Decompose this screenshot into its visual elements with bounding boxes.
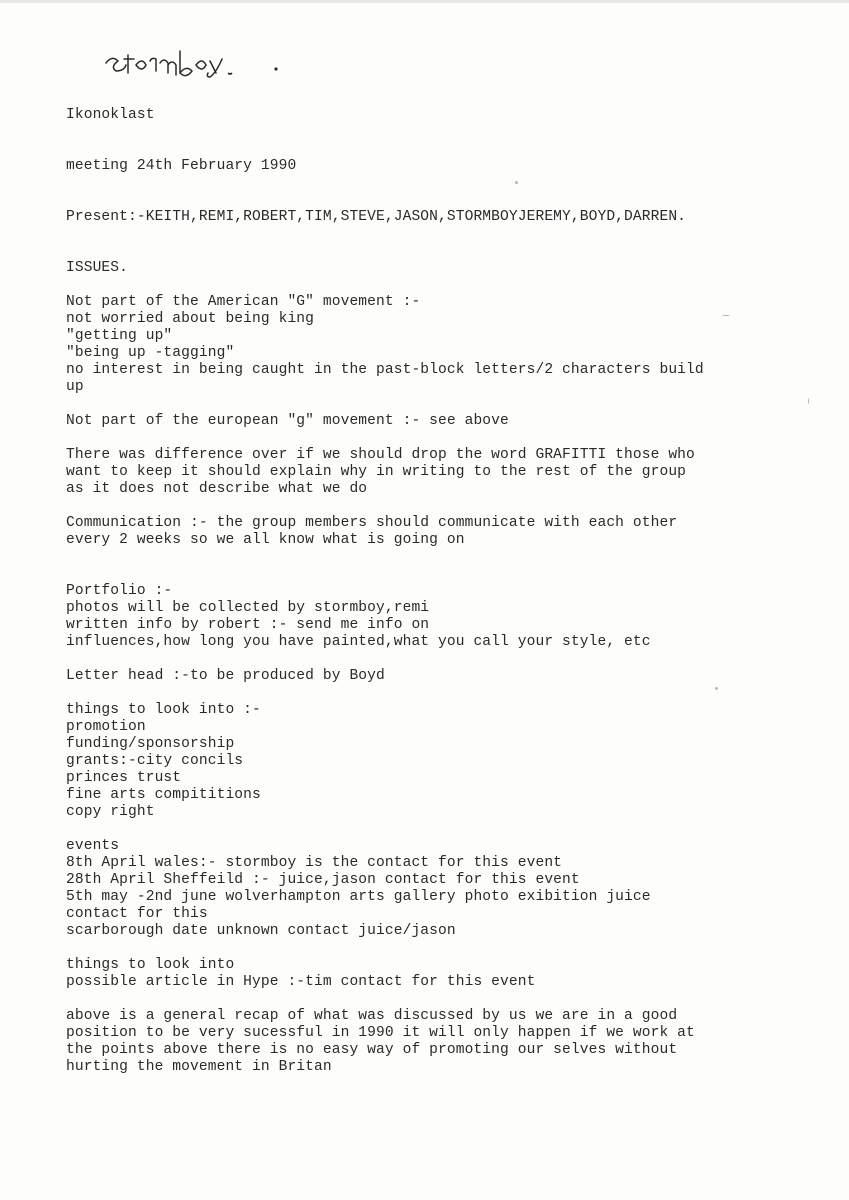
paper-speck xyxy=(808,398,809,404)
text-line: position to be very sucessful in 1990 it will only happen if we work at xyxy=(66,1025,695,1041)
text-line: above is a general recap of what was discussed by us we are in a good xyxy=(66,1008,678,1024)
european-movement-line: Not part of the european "g" movement :- see above xyxy=(66,413,509,429)
text-line: 28th April Sheffeild :- juice,jason contact for this event xyxy=(66,872,580,888)
communication-section xyxy=(66,515,826,549)
text-line: "being up -tagging" xyxy=(66,345,235,361)
text-line: influences,how long you have painted,what you call your style, etc xyxy=(66,634,651,650)
text-line: Not part of the American "G" movement :- xyxy=(66,294,421,310)
text-line: scarborough date unknown contact juice/jason xyxy=(66,923,456,939)
text-line: copy right xyxy=(66,804,155,820)
text-line: funding/sponsorship xyxy=(66,736,235,752)
text-line: Portfolio :- xyxy=(66,583,173,599)
text-line: hurting the movement in Britan xyxy=(66,1059,332,1075)
paper-speck xyxy=(715,687,718,690)
text-line: as it does not describe what we do xyxy=(66,481,368,497)
letterhead-line: Letter head :-to be produced by Boyd xyxy=(66,668,385,684)
text-line: 8th April wales:- stormboy is the contact for this event xyxy=(66,855,563,871)
text-line: promotion xyxy=(66,719,146,735)
signature-scribble xyxy=(100,33,290,81)
text-line: princes trust xyxy=(66,770,182,786)
attendees: Present:-KEITH,REMI,ROBERT,TIM,STEVE,JASON,STORMBOYJEREMY,BOYD,DARREN. xyxy=(66,209,687,225)
things-to-look-into-section xyxy=(66,702,826,821)
text-line: possible article in Hype :-tim contact for this event xyxy=(66,974,536,990)
text-line: photos will be collected by stormboy,remi xyxy=(66,600,430,616)
things-to-look-into-2-section xyxy=(66,957,826,991)
paper-speck xyxy=(515,181,518,184)
events-section xyxy=(66,838,826,940)
meeting-date: meeting 24th February 1990 xyxy=(66,158,297,174)
text-line: every 2 weeks so we all know what is going on xyxy=(66,532,465,548)
text-line: up xyxy=(66,379,84,395)
text-line: things to look into :- xyxy=(66,702,261,718)
text-line: things to look into xyxy=(66,957,235,973)
issues-heading: ISSUES. xyxy=(66,260,129,276)
grafitti-section xyxy=(66,447,826,498)
text-line: "getting up" xyxy=(66,328,173,344)
handwritten-signature xyxy=(100,33,290,81)
american-movement-section xyxy=(66,294,826,396)
text-line: There was difference over if we should drop the word GRAFITTI those who xyxy=(66,447,695,463)
text-line: written info by robert :- send me info on xyxy=(66,617,430,633)
recap-section xyxy=(66,1008,826,1076)
text-line: contact for this xyxy=(66,906,208,922)
group-name: Ikonoklast xyxy=(66,107,155,123)
meeting-minutes xyxy=(66,107,826,1076)
paper-speck xyxy=(722,315,730,316)
text-line: grants:-city concils xyxy=(66,753,244,769)
text-line: the points above there is no easy way of promoting our selves without xyxy=(66,1042,678,1058)
text-line: no interest in being caught in the past-block letters/2 characters build xyxy=(66,362,704,378)
text-line: 5th may -2nd june wolverhampton arts gallery photo exibition juice xyxy=(66,889,651,905)
text-line: want to keep it should explain why in writing to the rest of the group xyxy=(66,464,687,480)
text-line: not worried about being king xyxy=(66,311,315,327)
portfolio-section xyxy=(66,583,826,651)
text-line: fine arts compititions xyxy=(66,787,261,803)
text-line: events xyxy=(66,838,120,854)
text-line: Communication :- the group members should communicate with each other xyxy=(66,515,678,531)
